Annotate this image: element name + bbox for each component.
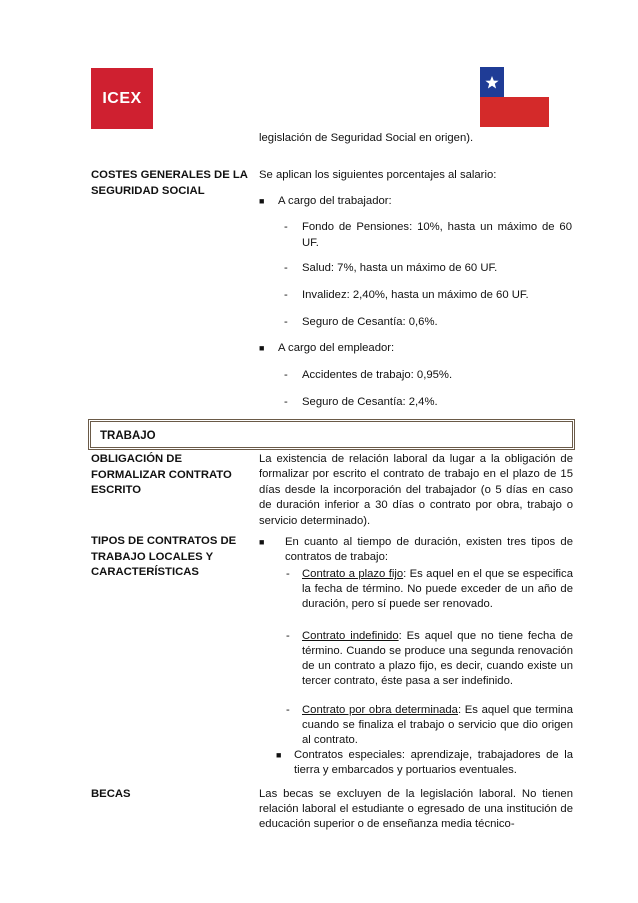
becas-text: Las becas se excluyen de la legislación laboral. No tienen relación laboral el estudiante o egresado de una institución de educación superior o de enseñanza media técnico- <box>259 788 573 830</box>
obligacion-text: La existencia de relación laboral da lugar a la obligación de formalizar por escrito el contrato de trabajo en el plazo de 15 días desde la incorporación del trabajador (o 5 días en caso de duración inferior a 30 días o contrato por obra, trabajo o servicio determinado). <box>259 453 573 527</box>
contrato-indefinido-term: Contrato indefinido <box>302 630 399 642</box>
contrato-obra-term: Contrato por obra determinada <box>302 704 458 716</box>
bullet-icon: ■ <box>276 750 282 760</box>
dash-icon: - <box>286 704 290 716</box>
dash-icon: - <box>284 396 288 408</box>
contrato-plazo-fijo-text: : Es aquel en el que se especifica la fecha de término. No puede exceder de un año de duración, pero sí puede ser renovado. <box>302 568 573 610</box>
contrato-obra-text: : Es aquel que termina cuando se finaliza el trabajo o servicio que dio origen al contrato. <box>302 704 574 746</box>
tipos-label <box>91 534 236 581</box>
chile-flag-icon <box>480 67 549 127</box>
contrato-indefinido-text: : Es aquel que no tiene fecha de término. Cuando se produce una segunda renovación de un contrato a plazo fijo, es decir, cuando existe un tercer contrato, éste pasa a ser indefinido. <box>302 630 574 687</box>
trabajador-title: A cargo del trabajador: <box>278 195 392 207</box>
continued-text: legislación de Seguridad Social en origen). <box>259 132 474 144</box>
becas-label: BECAS <box>91 788 131 800</box>
tipos-label-line2: TRABAJO LOCALES Y <box>91 550 214 563</box>
obligacion-label-line1: OBLIGACIÓN DE <box>91 453 183 465</box>
dash-icon: - <box>284 316 288 328</box>
trabajador-item-4: Seguro de Cesantía: 0,6%. <box>302 316 438 328</box>
dash-icon: - <box>286 630 290 642</box>
dash-icon: - <box>284 369 288 381</box>
costes-label <box>91 168 248 199</box>
dash-icon: - <box>286 568 290 580</box>
trabajador-item-3: Invalidez: 2,40%, hasta un máximo de 60 UF. <box>302 289 529 301</box>
contrato-plazo-fijo <box>302 567 573 612</box>
bullet-icon: ■ <box>259 343 265 353</box>
dash-icon: - <box>284 289 288 301</box>
contratos-especiales: Contratos especiales: aprendizaje, trabajadores de la tierra y embarcados y portuarios eventuales. <box>294 749 573 776</box>
section-title: TRABAJO <box>100 430 156 442</box>
contrato-obra <box>302 703 573 748</box>
obligacion-label <box>91 452 232 499</box>
obligacion-label-line3: ESCRITO <box>91 484 142 496</box>
empleador-title: A cargo del empleador: <box>278 342 395 354</box>
costes-intro: Se aplican los siguientes porcentajes al salario: <box>259 169 497 181</box>
tipos-label-line1: TIPOS DE CONTRATOS DE <box>91 535 237 547</box>
dash-icon: - <box>284 221 288 233</box>
contrato-indefinido <box>302 629 573 689</box>
logo-text: ICEX <box>102 89 142 107</box>
contrato-plazo-fijo-term: Contrato a plazo fijo <box>302 568 404 580</box>
bullet-icon: ■ <box>259 537 265 547</box>
obligacion-label-line2: FORMALIZAR CONTRATO <box>91 468 232 481</box>
tipos-label-line3: CARACTERÍSTICAS <box>91 566 199 578</box>
empleador-item-1: Accidentes de trabajo: 0,95%. <box>302 369 453 381</box>
trabajador-item-2: Salud: 7%, hasta un máximo de 60 UF. <box>302 262 498 274</box>
section-header-trabajo <box>88 419 575 450</box>
empleador-item-2: Seguro de Cesantía: 2,4%. <box>302 396 438 408</box>
dash-icon: - <box>284 262 288 274</box>
trabajador-item-1-cont: UF. <box>302 237 319 249</box>
trabajador-item-1: Fondo de Pensiones: 10%, hasta un máximo de 60 <box>302 221 572 233</box>
costes-label-line1: COSTES GENERALES DE LA <box>91 169 248 181</box>
tipos-intro: En cuanto al tiempo de duración, existen tres tipos de contratos de trabajo: <box>285 536 573 563</box>
bullet-icon: ■ <box>259 196 265 206</box>
icex-logo <box>91 68 153 129</box>
costes-label-line2: SEGURIDAD SOCIAL <box>91 184 205 197</box>
